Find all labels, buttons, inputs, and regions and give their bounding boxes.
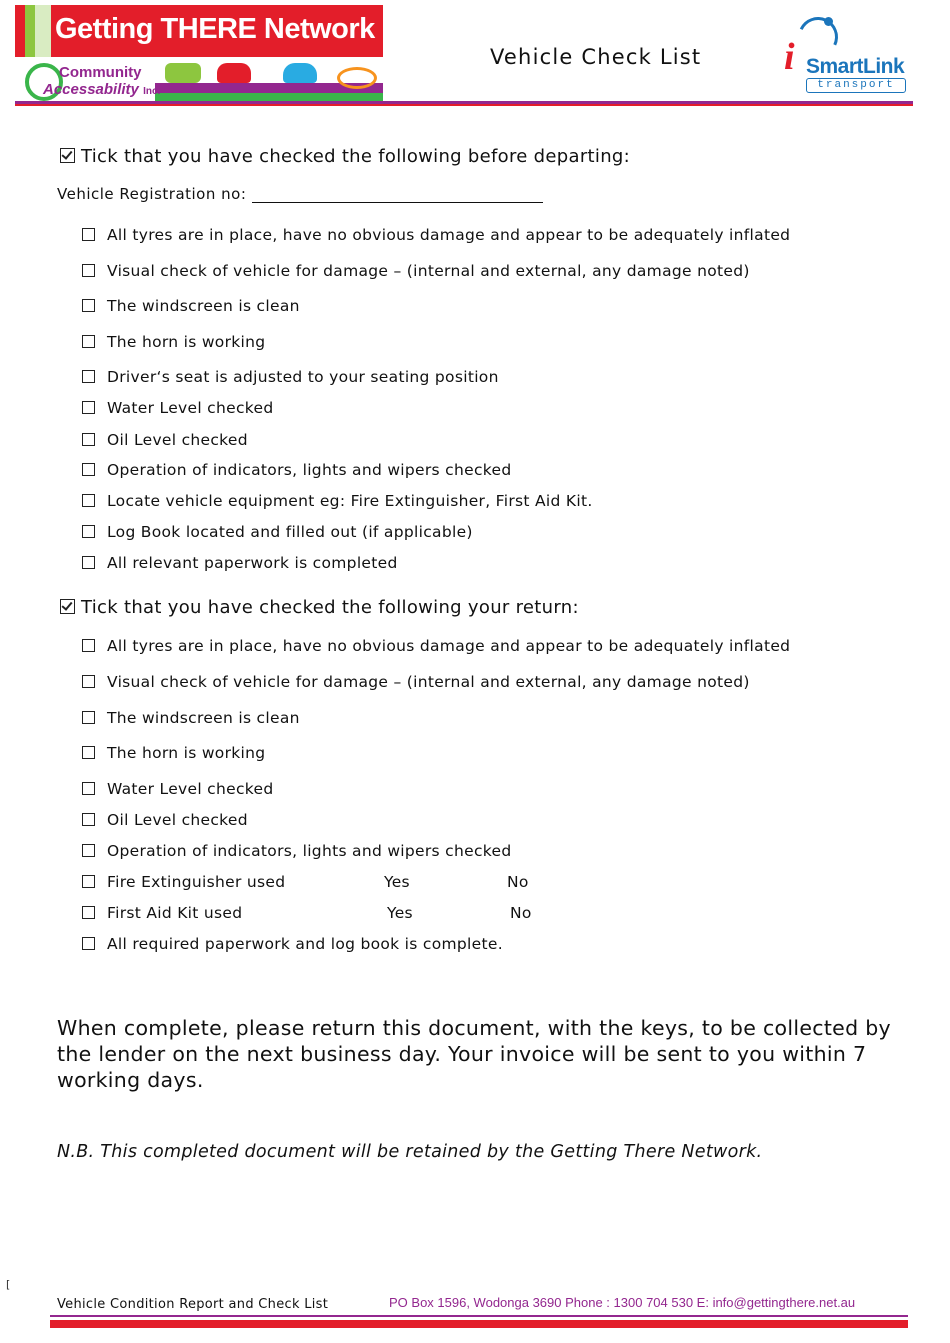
item-label: All relevant paperwork is completed bbox=[107, 554, 398, 572]
checkbox[interactable] bbox=[82, 299, 95, 312]
car-icon bbox=[217, 63, 251, 83]
fire-extinguisher-no-option[interactable]: No bbox=[507, 873, 529, 891]
item-label: Visual check of vehicle for damage – (internal and external, any damage noted) bbox=[107, 262, 750, 280]
item-label: Oil Level checked bbox=[107, 431, 248, 449]
logo-accessability-text bbox=[43, 81, 160, 98]
departing-item[interactable] bbox=[82, 333, 265, 351]
checkbox[interactable] bbox=[82, 782, 95, 795]
return-item[interactable] bbox=[82, 637, 790, 655]
return-item[interactable] bbox=[82, 780, 274, 798]
getting-there-network-logo bbox=[15, 5, 383, 101]
logo-community-text: Community bbox=[59, 64, 142, 81]
checkbox[interactable] bbox=[82, 813, 95, 826]
checkbox[interactable] bbox=[82, 525, 95, 538]
item-label: Operation of indicators, lights and wipers checked bbox=[107, 461, 512, 479]
logo-accessability-word: Accessability bbox=[43, 81, 139, 98]
item-label: Log Book located and filled out (if applicable) bbox=[107, 523, 473, 541]
departing-item[interactable] bbox=[82, 523, 473, 541]
item-label: Locate vehicle equipment eg: Fire Extinguisher, First Aid Kit. bbox=[107, 492, 593, 510]
item-label: Visual check of vehicle for damage – (internal and external, any damage noted) bbox=[107, 673, 750, 691]
item-label: Driver‘s seat is adjusted to your seating position bbox=[107, 368, 499, 386]
smartlink-subtitle: transport bbox=[806, 78, 906, 93]
first-aid-kit-no-option[interactable]: No bbox=[510, 904, 532, 922]
checkbox[interactable] bbox=[82, 264, 95, 277]
departing-item[interactable] bbox=[82, 554, 398, 572]
van-icon bbox=[283, 63, 317, 83]
checkbox[interactable] bbox=[82, 556, 95, 569]
departing-item[interactable] bbox=[82, 262, 750, 280]
checked-box-icon bbox=[60, 148, 75, 163]
checkbox[interactable] bbox=[82, 711, 95, 724]
smartlink-name: SmartLink bbox=[806, 55, 905, 78]
item-label: The windscreen is clean bbox=[107, 297, 300, 315]
logo-green-strip bbox=[155, 93, 383, 101]
checkbox[interactable] bbox=[82, 746, 95, 759]
return-item[interactable] bbox=[82, 842, 511, 860]
bicycle-icon bbox=[337, 67, 377, 89]
return-item[interactable] bbox=[82, 935, 503, 953]
footer-rule-purple bbox=[50, 1315, 908, 1317]
return-item[interactable] bbox=[82, 744, 265, 762]
item-label: Water Level checked bbox=[107, 399, 274, 417]
checkbox[interactable] bbox=[82, 875, 95, 888]
item-label: Oil Level checked bbox=[107, 811, 248, 829]
first-aid-kit-yes-option[interactable]: Yes bbox=[387, 904, 413, 922]
nb-note: N.B. This completed document will be retained by the Getting There Network. bbox=[57, 1142, 763, 1162]
checkbox[interactable] bbox=[82, 906, 95, 919]
footer-rule-red bbox=[50, 1320, 908, 1328]
item-label: The horn is working bbox=[107, 744, 266, 762]
departing-item[interactable] bbox=[82, 226, 790, 244]
logo-light-green-bar bbox=[35, 5, 51, 57]
return-item[interactable] bbox=[82, 811, 248, 829]
logo-title: Getting THERE Network bbox=[55, 13, 375, 45]
item-label: First Aid Kit used bbox=[107, 904, 243, 922]
checkbox[interactable] bbox=[82, 937, 95, 950]
departing-heading bbox=[60, 146, 630, 167]
logo-inc-text: Inc. bbox=[143, 86, 161, 97]
return-item[interactable] bbox=[82, 709, 300, 727]
page-mark: [ bbox=[6, 1278, 11, 1291]
departing-item[interactable] bbox=[82, 461, 511, 479]
closing-instructions: When complete, please return this document, with the keys, to be collected by the lender on the next business day. Your invoice will be sent to you within 7 working days. bbox=[57, 1016, 891, 1092]
smartlink-transport-logo bbox=[780, 15, 912, 95]
document-title: Vehicle Check List bbox=[490, 45, 702, 69]
return-item-fire-extinguisher[interactable] bbox=[82, 873, 285, 891]
checkbox[interactable] bbox=[82, 401, 95, 414]
checkbox[interactable] bbox=[82, 433, 95, 446]
registration-label: Vehicle Registration no: bbox=[57, 185, 247, 203]
departing-item[interactable] bbox=[82, 297, 300, 315]
return-heading bbox=[60, 597, 579, 618]
checkbox[interactable] bbox=[82, 370, 95, 383]
checkbox[interactable] bbox=[82, 675, 95, 688]
departing-item[interactable] bbox=[82, 399, 274, 417]
departing-heading-text: Tick that you have checked the following before departing: bbox=[81, 146, 630, 167]
departing-item[interactable] bbox=[82, 431, 248, 449]
item-label: Fire Extinguisher used bbox=[107, 873, 286, 891]
smartlink-i-glyph: i bbox=[784, 36, 795, 78]
item-label: The windscreen is clean bbox=[107, 709, 300, 727]
item-label: Water Level checked bbox=[107, 780, 274, 798]
fire-extinguisher-yes-option[interactable]: Yes bbox=[384, 873, 410, 891]
item-label: All required paperwork and log book is complete. bbox=[107, 935, 503, 953]
checkbox[interactable] bbox=[82, 844, 95, 857]
checkbox[interactable] bbox=[82, 494, 95, 507]
checked-box-icon bbox=[60, 599, 75, 614]
bus-icon bbox=[165, 63, 201, 83]
checkbox[interactable] bbox=[82, 463, 95, 476]
departing-item[interactable] bbox=[82, 492, 593, 510]
return-item[interactable] bbox=[82, 673, 750, 691]
checkbox[interactable] bbox=[82, 335, 95, 348]
item-label: Operation of indicators, lights and wipers checked bbox=[107, 842, 512, 860]
checkbox[interactable] bbox=[82, 639, 95, 652]
item-label: All tyres are in place, have no obvious damage and appear to be adequately inflated bbox=[107, 226, 791, 244]
return-heading-text: Tick that you have checked the following your return: bbox=[81, 597, 579, 618]
item-label: All tyres are in place, have no obvious damage and appear to be adequately inflated bbox=[107, 637, 791, 655]
return-item-first-aid-kit[interactable] bbox=[82, 904, 242, 922]
smartlink-dot-icon bbox=[824, 17, 833, 26]
departing-item[interactable] bbox=[82, 368, 499, 386]
registration-field[interactable] bbox=[252, 202, 543, 203]
checkbox[interactable] bbox=[82, 228, 95, 241]
header-rule-red bbox=[15, 104, 913, 106]
item-label: The horn is working bbox=[107, 333, 266, 351]
footer-contact-details: PO Box 1596, Wodonga 3690 Phone : 1300 704 530 E: info@gettingthere.net.au bbox=[389, 1295, 856, 1310]
footer-document-name: Vehicle Condition Report and Check List bbox=[57, 1297, 329, 1312]
